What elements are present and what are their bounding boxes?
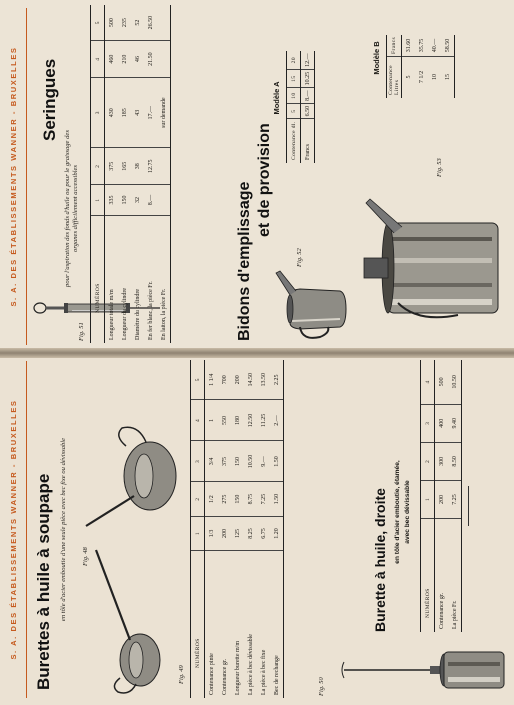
table-cell: 13.50 bbox=[257, 360, 270, 400]
table-cell: 500 bbox=[435, 360, 449, 404]
table-cell bbox=[157, 5, 171, 41]
table-cell: 1 bbox=[205, 400, 219, 441]
table-cell: 375 bbox=[218, 441, 231, 482]
modele-a-table bbox=[286, 51, 315, 163]
table-cell: 12.— bbox=[301, 51, 315, 69]
table-header-cell: 5 bbox=[287, 103, 301, 119]
table-row bbox=[448, 360, 462, 632]
table-cell: Contenance pinte bbox=[208, 653, 215, 695]
end-rule bbox=[468, 486, 469, 526]
table-header-cell: 20 bbox=[287, 51, 301, 69]
table-cell: La pièce Fr. bbox=[448, 518, 462, 632]
table-cell: 7.25 bbox=[257, 482, 270, 516]
seringues-title: Seringues bbox=[40, 58, 59, 141]
table-row bbox=[402, 35, 416, 98]
table-cell: 26.50 bbox=[144, 5, 157, 41]
table-cell: La pièce à bec fixe bbox=[260, 649, 267, 695]
table-header-cell: 10 bbox=[287, 88, 301, 104]
table-cell: En laiton, la pièce Fr. bbox=[157, 215, 171, 343]
table-cell: 9.40 bbox=[448, 404, 462, 442]
table-cell: 700 bbox=[218, 360, 231, 400]
table-cell: 6.50 bbox=[301, 103, 315, 119]
table-row bbox=[244, 360, 257, 698]
table-cell: 52 bbox=[131, 5, 144, 41]
table-header-cell: 1 bbox=[421, 480, 435, 518]
table-header-cell: NUMÉROS bbox=[91, 215, 105, 343]
table-cell: 38 bbox=[131, 148, 144, 185]
table-cell: 14.50 bbox=[244, 360, 257, 400]
table-cell: 10.25 bbox=[301, 69, 315, 88]
table-cell: 5 bbox=[405, 75, 412, 79]
bidons-title-line1: Bidons d'emplissage bbox=[236, 181, 253, 341]
table-row bbox=[441, 35, 455, 98]
table-row bbox=[105, 5, 119, 343]
straight-oil-can-illustration bbox=[340, 640, 510, 700]
table-cell: 11.25 bbox=[257, 400, 270, 441]
table-cell: 7 1/2 bbox=[418, 70, 425, 84]
table-cell: 10.50 bbox=[244, 441, 257, 482]
table-header-cell: 15 bbox=[287, 69, 301, 88]
table-cell: Contenance gr. bbox=[438, 593, 445, 629]
table-cell: 32 bbox=[131, 185, 144, 216]
page-header: S. A. DES ÉTABLISSEMENTS WANNER - BRUXELLES bbox=[8, 46, 18, 307]
table-cell: 40.— bbox=[428, 35, 441, 57]
jug-illustration bbox=[270, 263, 350, 343]
table-header-cell: 1 bbox=[191, 516, 205, 550]
seringues-table bbox=[90, 5, 171, 343]
table-cell: En fer blanc, la pièce Fr. bbox=[147, 281, 154, 340]
modele-b-label: Modèle B bbox=[372, 41, 381, 75]
table-row bbox=[428, 35, 441, 98]
table-cell: Longueur burette m/m bbox=[234, 641, 241, 695]
table-cell: 1 1/4 bbox=[205, 360, 219, 400]
table-cell: 10 bbox=[431, 74, 438, 80]
table-cell: 12.50 bbox=[244, 400, 257, 441]
table-header-row bbox=[191, 360, 205, 698]
table-header-cell: 4 bbox=[421, 360, 435, 404]
table-cell bbox=[157, 41, 171, 78]
table-cell: Diamètre du cylindre bbox=[134, 289, 141, 340]
burette-droite-subtitle-line2: avec bec dévissable bbox=[404, 480, 411, 544]
table-header-cell: 4 bbox=[91, 41, 105, 78]
table-row bbox=[218, 360, 231, 698]
table-row bbox=[205, 360, 219, 698]
fig-53-label: Fig. 53 bbox=[436, 158, 443, 177]
table-cell: 430 bbox=[105, 77, 119, 147]
table-cell: Longueur totale m/m bbox=[108, 289, 115, 340]
table-cell: 9.— bbox=[257, 441, 270, 482]
table-cell: 10.50 bbox=[448, 360, 462, 404]
table-cell: 150 bbox=[231, 482, 244, 516]
table-cell: 500 bbox=[105, 5, 119, 41]
table-cell: 200 bbox=[435, 480, 449, 518]
page-header: S. A. DES ÉTABLISSEMENTS WANNER - BRUXELLES bbox=[8, 399, 18, 660]
table-cell: 12.75 bbox=[144, 148, 157, 185]
table-cell: 210 bbox=[118, 41, 131, 78]
table-row bbox=[257, 360, 270, 698]
book-gutter bbox=[0, 348, 514, 358]
table-cell: 1.50 bbox=[270, 482, 284, 516]
table-header-cell: 3 bbox=[421, 404, 435, 442]
table-cell: 21.50 bbox=[144, 41, 157, 78]
catalog-page-bottom bbox=[0, 353, 514, 705]
table-cell: sur demande bbox=[157, 77, 171, 147]
table-cell: 125 bbox=[231, 516, 244, 550]
table-cell: 43 bbox=[131, 77, 144, 147]
table-header-cell: 2 bbox=[91, 148, 105, 185]
table-header-cell: Francs bbox=[387, 35, 402, 57]
table-cell: 8.— bbox=[301, 88, 315, 104]
table-cell bbox=[157, 148, 171, 185]
table-cell: 3/4 bbox=[205, 441, 219, 482]
table-cell: La pièce à bec dévissable bbox=[247, 634, 254, 695]
table-cell: 335 bbox=[105, 185, 119, 216]
table-header-cell: 1 bbox=[91, 185, 105, 216]
table-row bbox=[157, 5, 171, 343]
burette-droite-table bbox=[420, 360, 462, 632]
table-header-cell: Contenance dl. bbox=[287, 119, 301, 163]
table-header-row bbox=[387, 35, 402, 98]
table-cell: 1.20 bbox=[270, 516, 284, 550]
table-row bbox=[131, 5, 144, 343]
modele-a-label: Modèle A bbox=[272, 81, 281, 115]
table-cell: 180 bbox=[231, 400, 244, 441]
table-cell: 46 bbox=[131, 41, 144, 78]
table-header-cell: 2 bbox=[191, 482, 205, 516]
table-cell: 235 bbox=[118, 5, 131, 41]
oil-can-illustration bbox=[90, 540, 170, 700]
table-header-row bbox=[91, 5, 105, 343]
table-cell: Bec de rechange bbox=[270, 551, 284, 698]
table-cell: Longueur du cylindre bbox=[121, 288, 128, 340]
table-cell: 1/2 bbox=[205, 482, 219, 516]
table-header-cell: NUMÉROS bbox=[421, 518, 435, 632]
burette-droite-subtitle-line1: en tôle d'acier emboutie, étamée, bbox=[394, 460, 401, 564]
table-cell: 1.50 bbox=[270, 441, 284, 482]
table-row bbox=[435, 360, 449, 632]
table-header-row bbox=[287, 51, 301, 163]
table-header-cell: 5 bbox=[91, 5, 105, 41]
table-cell: 8.50 bbox=[448, 442, 462, 480]
table-cell: 200 bbox=[231, 360, 244, 400]
modele-b-table bbox=[386, 35, 455, 98]
table-cell: 8.25 bbox=[244, 516, 257, 550]
header-rule bbox=[26, 8, 27, 345]
table-cell: 400 bbox=[435, 404, 449, 442]
table-cell: 1/3 bbox=[205, 516, 219, 550]
table-header-cell: 3 bbox=[191, 441, 205, 482]
burettes-table bbox=[190, 360, 284, 698]
table-header-cell: NUMÉROS bbox=[191, 551, 205, 698]
table-cell: 6.75 bbox=[257, 516, 270, 550]
large-can-illustration bbox=[358, 193, 508, 333]
table-cell: 460 bbox=[105, 41, 119, 78]
table-cell: 2.— bbox=[270, 400, 284, 441]
table-cell: 7.25 bbox=[448, 480, 462, 518]
burette-droite-title: Burette à huile, droite bbox=[372, 488, 388, 632]
table-row bbox=[301, 51, 315, 163]
table-cell: 15 bbox=[441, 57, 455, 99]
table-cell: 17.— bbox=[144, 77, 157, 147]
table-row bbox=[144, 5, 157, 343]
table-cell: 200 bbox=[218, 516, 231, 550]
fig-52-label: Fig. 52 bbox=[296, 248, 303, 267]
table-cell: 8.— bbox=[144, 185, 157, 216]
table-header-cell: 4 bbox=[191, 400, 205, 441]
table-cell: 8.75 bbox=[244, 482, 257, 516]
table-cell: 150 bbox=[118, 185, 131, 216]
table-cell: 275 bbox=[218, 482, 231, 516]
table-header-cell: 5 bbox=[191, 360, 205, 400]
fig-49-label: Fig. 49 bbox=[178, 665, 185, 684]
table-cell: 2.25 bbox=[270, 360, 284, 400]
table-cell: 375 bbox=[105, 148, 119, 185]
table-header-cell: 2 bbox=[421, 442, 435, 480]
table-row bbox=[118, 5, 131, 343]
table-header-cell: Contenance Litres bbox=[387, 57, 402, 99]
table-cell: 31.60 bbox=[402, 35, 416, 57]
table-header-row bbox=[421, 360, 435, 632]
burettes-title: Burettes à huile à soupape bbox=[34, 473, 53, 690]
table-row bbox=[415, 35, 428, 98]
oil-can-2-illustration bbox=[80, 416, 190, 536]
seringues-subtitle: pour l'aspiration des fonds d'huile ou pour le graissage des organes difficilement accessibles bbox=[64, 130, 79, 287]
table-cell: 185 bbox=[118, 77, 131, 147]
bidons-title-line2: et de provision bbox=[256, 123, 273, 237]
table-cell: 150 bbox=[231, 441, 244, 482]
header-rule bbox=[26, 361, 27, 698]
table-row bbox=[231, 360, 244, 698]
table-cell: Contenance gr. bbox=[221, 659, 228, 695]
table-cell: 58.50 bbox=[441, 35, 455, 57]
table-cell: 300 bbox=[435, 442, 449, 480]
fig-51-label: Fig. 51 bbox=[78, 322, 85, 341]
table-cell: 35.75 bbox=[415, 35, 428, 57]
burettes-subtitle: en tôle d'acier emboutie d'une seule pièce avec bec fixe ou dévissable bbox=[60, 437, 67, 622]
fig-48-label: Fig. 48 bbox=[82, 547, 89, 566]
table-cell: Francs bbox=[301, 119, 315, 163]
table-header-cell: 3 bbox=[91, 77, 105, 147]
table-cell: 165 bbox=[118, 148, 131, 185]
table-cell: 550 bbox=[218, 400, 231, 441]
table-row bbox=[270, 360, 284, 698]
fig-50-label: Fig. 50 bbox=[318, 677, 325, 696]
table-cell bbox=[157, 185, 171, 216]
page-bottom-content bbox=[0, 353, 514, 705]
